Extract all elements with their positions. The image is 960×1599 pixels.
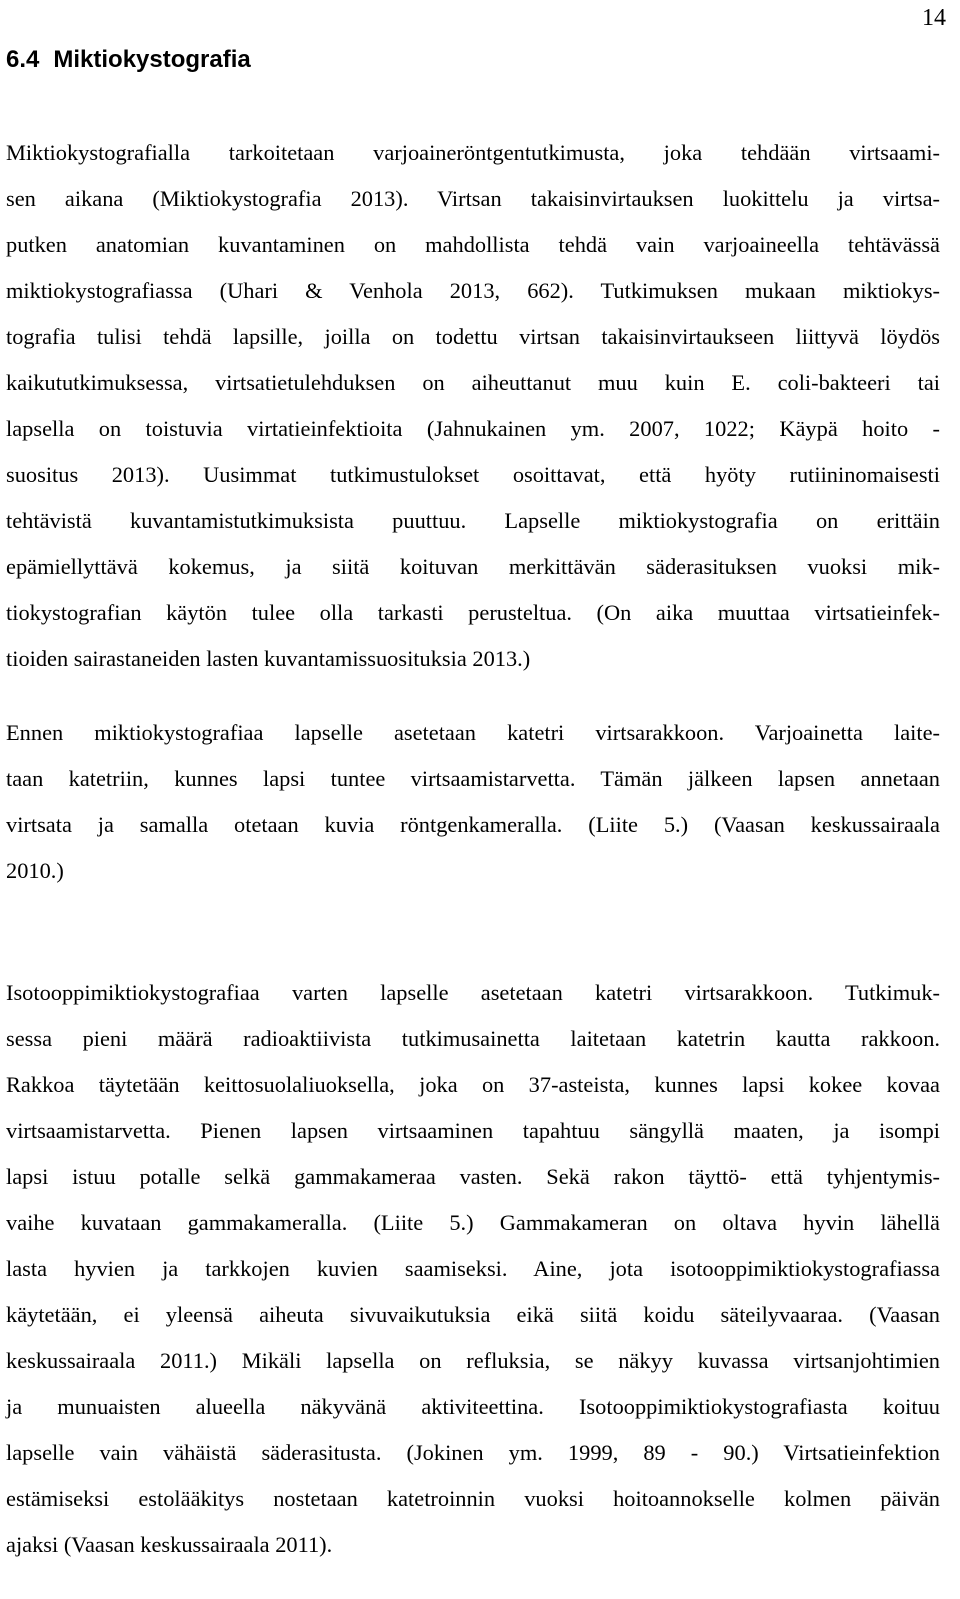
section-number: 6.4: [6, 46, 40, 73]
text-line: vaihe kuvataan gammakameralla. (Liite 5.) Gammakameran on oltava hyvin lähellä: [6, 1210, 940, 1235]
paragraph-3: [6, 970, 940, 1568]
text-line: Ennen miktiokystografiaa lapselle asetetaan katetri virtsarakkoon. Varjoainetta laite-: [6, 720, 940, 745]
text-line: estämiseksi estolääkitys nostetaan katetroinnin vuoksi hoitoannokselle kolmen päivän: [6, 1486, 940, 1511]
text-line: tioiden sairastaneiden lasten kuvantamissuosituksia 2013.): [6, 646, 531, 671]
text-line: ja munuaisten alueella näkyvänä aktiviteettina. Isotooppimiktiokystografiasta koituu: [6, 1394, 940, 1419]
text-line: lapsella on toistuvia virtatieinfektioita (Jahnukainen ym. 2007, 1022; Käypä hoito -: [6, 416, 940, 441]
text-line: tiokystografian käytön tulee olla tarkasti perusteltua. (On aika muuttaa virtsatieinfek-: [6, 600, 940, 625]
text-line: miktiokystografiassa (Uhari & Venhola 2013, 662). Tutkimuksen mukaan miktiokys-: [6, 278, 940, 303]
paragraph-2: [6, 710, 940, 894]
text-line: suositus 2013). Uusimmat tutkimustulokset osoittavat, että hyöty rutiininomaisesti: [6, 462, 940, 487]
text-line: lapselle vain vähäistä säderasitusta. (Jokinen ym. 1999, 89 - 90.) Virtsatieinfektion: [6, 1440, 940, 1465]
text-line: Rakkoa täytetään keittosuolaliuoksella, joka on 37-asteista, kunnes lapsi kokee kovaa: [6, 1072, 940, 1097]
paragraph-1: [6, 130, 940, 682]
text-line: virtsaamistarvetta. Pienen lapsen virtsaaminen tapahtuu sängyllä maaten, ja isompi: [6, 1118, 940, 1143]
text-line: taan katetriin, kunnes lapsi tuntee virtsaamistarvetta. Tämän jälkeen lapsen annetaan: [6, 766, 940, 791]
text-line: putken anatomian kuvantaminen on mahdollista tehdä vain varjoaineella tehtävässä: [6, 232, 940, 257]
section-heading: [6, 44, 251, 76]
text-line: kaikututkimuksessa, virtsatietulehduksen on aiheuttanut muu kuin E. coli-bakteeri tai: [6, 370, 940, 395]
text-line: sen aikana (Miktiokystografia 2013). Virtsan takaisinvirtauksen luokittelu ja virtsa-: [6, 186, 940, 211]
text-line: käytetään, ei yleensä aiheuta sivuvaikutuksia eikä siitä koidu säteilyvaaraa. (Vaasan: [6, 1302, 940, 1327]
text-line: ajaksi (Vaasan keskussairaala 2011).: [6, 1532, 333, 1557]
text-line: virtsata ja samalla otetaan kuvia röntgenkameralla. (Liite 5.) (Vaasan keskussairaala: [6, 812, 940, 837]
text-line: lapsi istuu potalle selkä gammakameraa vasten. Sekä rakon täyttö- että tyhjentymis-: [6, 1164, 940, 1189]
text-line: Isotooppimiktiokystografiaa varten lapselle asetetaan katetri virtsarakkoon. Tutkimuk-: [6, 980, 940, 1005]
page-number: 14: [922, 5, 946, 31]
section-title: Miktiokystografia: [53, 46, 251, 73]
text-line: tehtävistä kuvantamistutkimuksista puuttuu. Lapselle miktiokystografia on erittäin: [6, 508, 940, 533]
text-line: Miktiokystografialla tarkoitetaan varjoaineröntgentutkimusta, joka tehdään virtsaami-: [6, 140, 940, 165]
text-line: 2010.): [6, 858, 64, 883]
text-line: sessa pieni määrä radioaktiivista tutkimusainetta laitetaan katetrin kautta rakkoon.: [6, 1026, 940, 1051]
text-line: epämiellyttävä kokemus, ja siitä koituvan merkittävän säderasituksen vuoksi mik-: [6, 554, 940, 579]
text-line: keskussairaala 2011.) Mikäli lapsella on refluksia, se näkyy kuvassa virtsanjohtimien: [6, 1348, 940, 1373]
text-line: lasta hyvien ja tarkkojen kuvien saamiseksi. Aine, jota isotooppimiktiokystografiassa: [6, 1256, 940, 1281]
text-line: tografia tulisi tehdä lapsille, joilla on todettu virtsan takaisinvirtaukseen liittyvä löydös: [6, 324, 940, 349]
